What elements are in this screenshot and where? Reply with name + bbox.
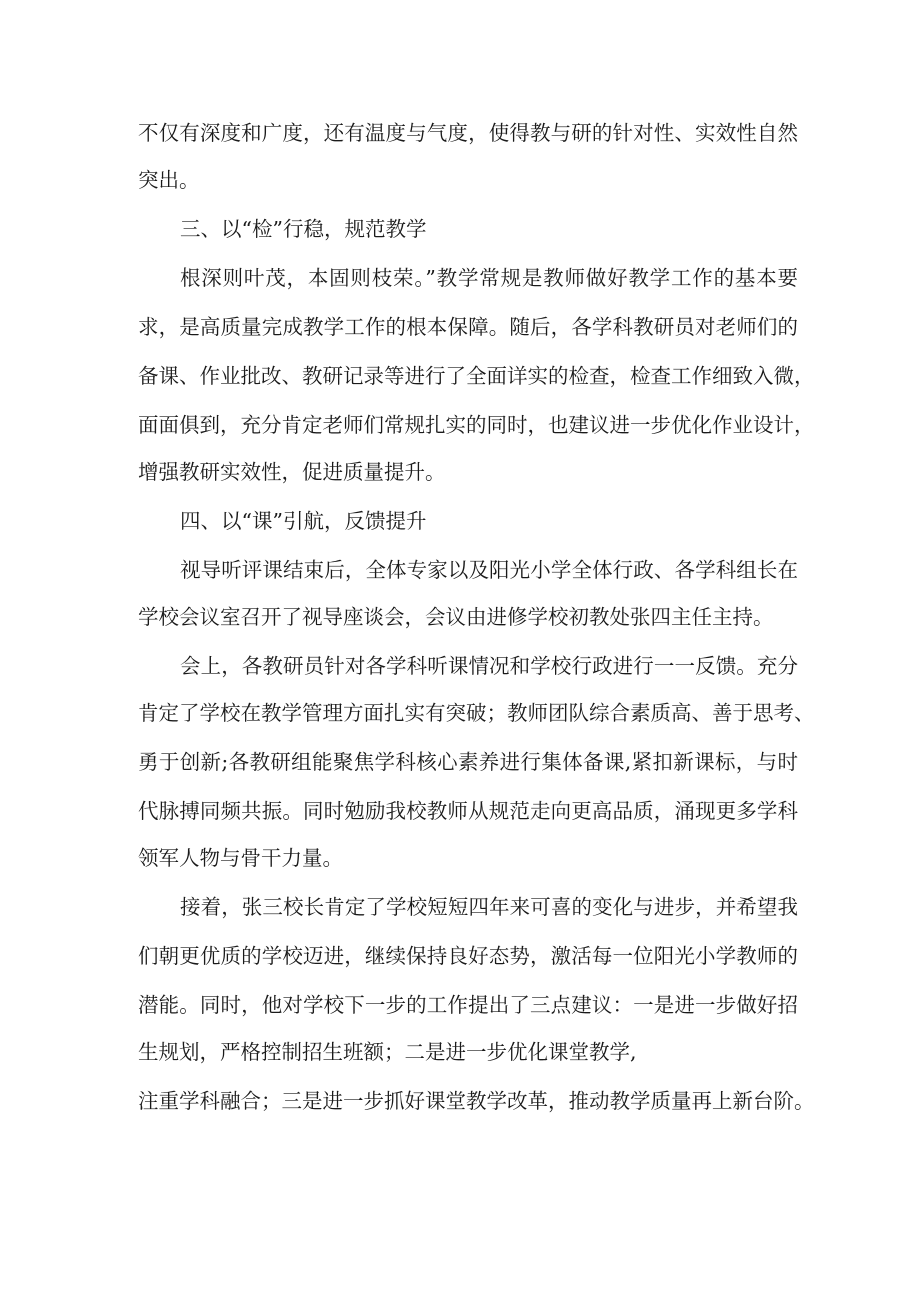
paragraph-line: 学校会议室召开了视导座谈会，会议由进修学校初教处张四主任主持。 [138, 605, 774, 629]
paragraph-line: 肯定了学校在教学管理方面扎实有突破；教师团队综合素质高、善于思考、 [138, 701, 815, 725]
paragraph-line: 突出。 [138, 168, 200, 192]
section-heading: 三、以“检”行稳，规范教学 [180, 217, 427, 241]
paragraph-line: 视导听评课结束后，全体专家以及阳光小学全体行政、各学科组长在 [180, 558, 798, 582]
paragraph-line: 面面俱到，充分肯定老师们常规扎实的同时，也建议进一步优化作业设计， [138, 413, 815, 437]
paragraph-line: 注重学科融合；三是进一步抓好课堂教学改革，推动教学质量再上新台阶。 [138, 1089, 815, 1113]
paragraph-line: 会上，各教研员针对各学科听课情况和学校行政进行一一反馈。充分 [180, 654, 798, 678]
paragraph-line: 根深则叶茂，本固则枝荣。”教学常规是教师做好教学工作的基本要 [180, 266, 798, 290]
paragraph-line: 生规划，严格控制招生班额；二是进一步优化课堂教学, [138, 1040, 637, 1064]
paragraph-line: 领军人物与骨干力量。 [138, 846, 343, 870]
paragraph-line: 们朝更优质的学校迈进，继续保持良好态势，激活每一位阳光小学教师的 [138, 944, 798, 968]
paragraph-line: 备课、作业批改、教研记录等进行了全面详实的检查，检查工作细致入微， [138, 364, 815, 388]
paragraph-line: 勇于创新;各教研组能聚焦学科核心素养进行集体备课,紧扣新课标，与时 [138, 750, 798, 774]
section-heading: 四、以“课”引航，反馈提升 [180, 509, 427, 533]
paragraph-line: 求，是高质量完成教学工作的根本保障。随后，各学科教研员对老师们的 [138, 315, 798, 339]
paragraph-line: 增强教研实效性，促进质量提升。 [138, 460, 446, 484]
paragraph-line: 潜能。同时，他对学校下一步的工作提出了三点建议：一是进一步做好招 [138, 993, 798, 1017]
paragraph-line: 不仅有深度和广度，还有温度与气度，使得教与研的针对性、实效性自然 [138, 121, 798, 145]
paragraph-line: 接着，张三校长肯定了学校短短四年来可喜的变化与进步，并希望我 [180, 895, 798, 919]
paragraph-line: 代脉搏同频共振。同时勉励我校教师从规范走向更高品质，涌现更多学科 [138, 799, 798, 823]
